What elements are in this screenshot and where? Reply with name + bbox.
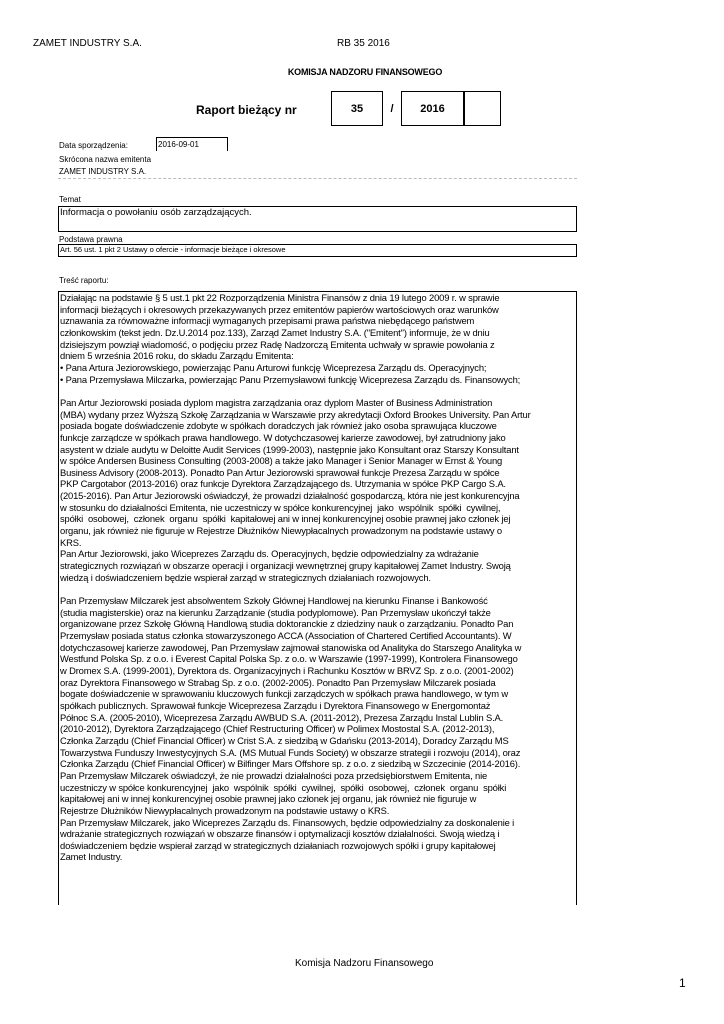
content-line: doświadczeniem będzie wspierał zarząd w strategicznych działaniach rozwojowych spółki i grupy kapitałowej	[60, 839, 496, 851]
date-label: Data sporządzenia:	[59, 141, 128, 150]
report-label: Raport bieżący nr	[196, 103, 297, 117]
content-line: dzisiejszym powziął wiadomość, o podjęciu przez Radę Nadzorczą Emitenta uchwały w sprawie powołania z	[60, 338, 495, 350]
subject-value: Informacja o powołaniu osób zarządzających.	[60, 207, 252, 218]
content-line: Business Advisory (2008-2013). Ponadto Pan Artur Jeziorowski sprawował funkcje Prezesa Zarządu w spółce	[60, 466, 500, 478]
content-line: Pan Artur Jeziorowski posiada dyplom magistra zarządzania oraz dyplom Master of Business Administration	[60, 396, 493, 408]
content-line: (MBA) wydany przez Wyższą Szkołę Zarządzania w Warszawie przy akredytacji Oxford Brookes University. Pan Artur	[60, 408, 531, 420]
content-line: członkowskim (tekst jedn. Dz.U.2014 poz.133), Zarząd Zamet Industry S.A. ("Emitent") informuje, że w dniu	[60, 326, 490, 338]
date-value: 2016-09-01	[158, 140, 199, 149]
content-line: funkcje zarządcze w spółkach prawa handlowego. W dotychczasowej karierze zawodowej, był zatrudniony jako	[60, 431, 506, 443]
content-line: organizowane przez Szkołę Główną Handlową studia doktoranckie z dziedziny nauk o zarządzaniu. Ponadto Pan	[60, 618, 514, 630]
content-line: uznawania za równoważne informacji wymaganych przepisami prawa państwa niebędącego państwem	[60, 315, 475, 327]
content-line: Zamet Industry.	[60, 851, 123, 863]
content-line: • Pana Artura Jeziorowskiego, powierzając Panu Arturowi funkcję Wiceprezesa Zarządu ds. Operacyjnych;	[60, 361, 487, 373]
content-line: Działając na podstawie § 5 ust.1 pkt 22 Rozporządzenia Ministra Finansów z dnia 19 lutego 2009 r. w sprawie	[60, 292, 500, 303]
content-line: w Dromex S.A. (1999-2001), Dyrektora ds. Organizacyjnych i Rachunku Kosztów w BRVZ Sp. z o.o. (2001-2002)	[60, 664, 514, 676]
legal-basis-box	[58, 244, 577, 257]
content-line: spółki osobowej, członek organu spółki kapitałowej ani w innej konkurencyjnej osobie prawnej jako członek jej	[60, 513, 511, 525]
content-line: Członka Zarządu (Chief Financial Officer) w Crist S.A. z siedzibą w Gdańsku (2013-2014), Doradcy Zarządu MS	[60, 734, 509, 746]
footer-authority: Komisja Nadzoru Finansowego	[295, 958, 434, 969]
content-line: Pan Przemysław Milczarek oświadczył, że nie prowadzi działalności poza przedsiębiorstwem Emitenta, nie	[60, 769, 488, 781]
content-line: wdrażanie strategicznych rozwiązań w obszarze finansów i optymalizacji kosztów działalności. Swoją wiedzą i	[60, 828, 500, 840]
subject-box	[58, 206, 577, 232]
content-right-border	[576, 291, 577, 905]
content-line: dniem 5 września 2016 roku, do składu Zarządu Emitenta:	[60, 350, 294, 362]
content-line: Pan Przemysław Milczarek jest absolwentem Szkoły Głównej Handlowej na kierunku Finanse i Bankowość	[60, 595, 488, 607]
content-line: w spółce Andersen Business Consulting (2003-2008) a także jako Manager i Senior Manager w Ernst & Young	[60, 455, 503, 467]
content-line: Przemysław posiada status członka stowarzyszonego ACCA (Association of Chartered Certified Accountants). W	[60, 630, 512, 641]
report-content	[58, 291, 577, 905]
content-line: wiedzą i doświadczeniem będzie wspierał zarząd w strategicznych działaniach rozwojowych.	[60, 571, 431, 583]
content-line: Członka Zarządu (Chief Financial Officer) w Bilfinger Mars Offshore sp. z o.o. z siedzibą w Szczecinie (2014-2016).	[60, 758, 521, 770]
report-year: 2016	[420, 103, 445, 115]
content-line: spółkach publicznych. Sprawował funkcje Wiceprezesa Zarządu i Dyrektora Finansowego w Energomontaż	[60, 699, 491, 711]
content-line: (studia magisterskie) oraz na kierunku Zarządzanie (studia podyplomowe). Pan Przemysław ukończył także	[60, 606, 491, 618]
content-line: KRS.	[60, 536, 82, 548]
content-line: PKP Cargotabor (2013-2016) oraz funkcje Dyrektora Zarządzającego ds. Utrzymania w spółce PKP Cargo S.A.	[60, 478, 506, 490]
content-line: (2010-2012), Dyrektora Zarządzającego (Chief Restructuring Officer) w Polimex Mostostal S.A. (2012-2013),	[60, 723, 495, 735]
content-line: bogate doświadczenie w sprawowaniu kluczowych funkcji zarządczych w spółkach prawa handlowego, w tym w	[60, 688, 508, 700]
content-line: Towarzystwa Funduszy Inwestycyjnych S.A. (MS Mutual Funds Society) w obszarze strategii i rozwoju (2014), oraz	[60, 746, 521, 758]
issuer-value: ZAMET INDUSTRY S.A.	[59, 167, 147, 176]
issuer-label: Skrócona nazwa emitenta	[59, 155, 152, 164]
content-line: uczestniczy w spółce konkurencyjnej jako wspólnik spółki cywilnej, spółki osobowej, członek organu spółki	[60, 781, 507, 793]
content-line: posiada bogate doświadczenie zdobyte w spółkach doradczych jak również jako osoba sprawująca kluczowe	[60, 420, 497, 432]
header-report-ref: RB 35 2016	[337, 38, 390, 49]
content-line: (2015-2016). Pan Artur Jeziorowski oświadczył, że prowadzi działalność gospodarczą, która nie jest konkurencyjna	[60, 490, 520, 502]
legal-basis-value: Art. 56 ust. 1 pkt 2 Ustawy o ofercie - informacje bieżące i okresowe	[60, 245, 286, 254]
content-line: informacji bieżących i okresowych przekazywanych przez emitentów papierów wartościowych oraz warunków	[60, 303, 499, 315]
content-line: • Pana Przemysława Milczarka, powierzając Panu Przemysławowi funkcję Wiceprezesa Zarządu ds. Finansowych;	[60, 373, 521, 385]
report-separator: /	[390, 103, 394, 115]
content-line: asystent w dziale audytu w Deloitte Audit Services (1999-2003), następnie jako Konsultant oraz Starszy Konsultant	[60, 443, 519, 455]
content-line: organu, jak również nie figuruje w Rejestrze Dłużników Niewypłacalnych prowadzonym na podstawie ustawy o	[60, 525, 502, 537]
report-number: 35	[350, 103, 364, 115]
content-line: kapitałowej ani w innej konkurencyjnej osobie prawnej jako członek jej organu, jak również nie figuruje w	[60, 793, 477, 805]
subject-label: Temat	[59, 195, 81, 204]
content-line: Pan Artur Jeziorowski, jako Wiceprezes Zarządu ds. Operacyjnych, będzie odpowiedzialny za wdrażanie	[60, 548, 479, 560]
content-line: Pan Przemysław Milczarek, jako Wiceprezes Zarządu ds. Finansowych, będzie odpowiedzialny za doskonalenie i	[60, 816, 515, 828]
content-label: Treść raportu:	[59, 276, 109, 285]
content-line: Rejestrze Dłużników Niewypłacalnych prowadzonym na podstawie ustawy o KRS.	[60, 804, 390, 816]
divider	[58, 178, 577, 179]
content-line: Westfund Polska Sp. z o.o. i Everest Capital Polska Sp. z o.o. w Warszawie (1997-1999), Kontrolera Finansowego	[60, 653, 518, 665]
page-number: 1	[679, 976, 686, 990]
content-line: strategicznych rozwiązań w obszarze operacji i organizacji wewnętrznej grupy kapitałowej Zamet Industry. Swoją	[60, 560, 511, 572]
report-extra-box	[464, 91, 501, 126]
content-line: w stosunku do działalności Emitenta, nie uczestniczy w spółce konkurencyjnej jako wspólnik spółki cywilnej,	[60, 501, 501, 513]
authority-title: KOMISJA NADZORU FINANSOWEGO	[287, 67, 443, 77]
content-line	[60, 583, 577, 595]
legal-basis-label: Podstawa prawna	[59, 235, 123, 244]
content-line	[60, 385, 577, 397]
content-line: Północ S.A. (2005-2010), Wiceprezesa Zarządu AWBUD S.A. (2011-2012), Prezesa Zarządu Instal Lublin S.A.	[60, 711, 504, 723]
content-line: dotychczasowej karierze zawodowej, Pan Przemysław zajmował stanowiska od Analityka do Starszego Analityka w	[60, 641, 522, 653]
header-company: ZAMET INDUSTRY S.A.	[33, 38, 142, 49]
content-line: oraz Dyrektora Finansowego w Strabag Sp. z o.o. (2002-2005). Ponadto Pan Przemysław Milczarek posiada	[60, 676, 496, 688]
